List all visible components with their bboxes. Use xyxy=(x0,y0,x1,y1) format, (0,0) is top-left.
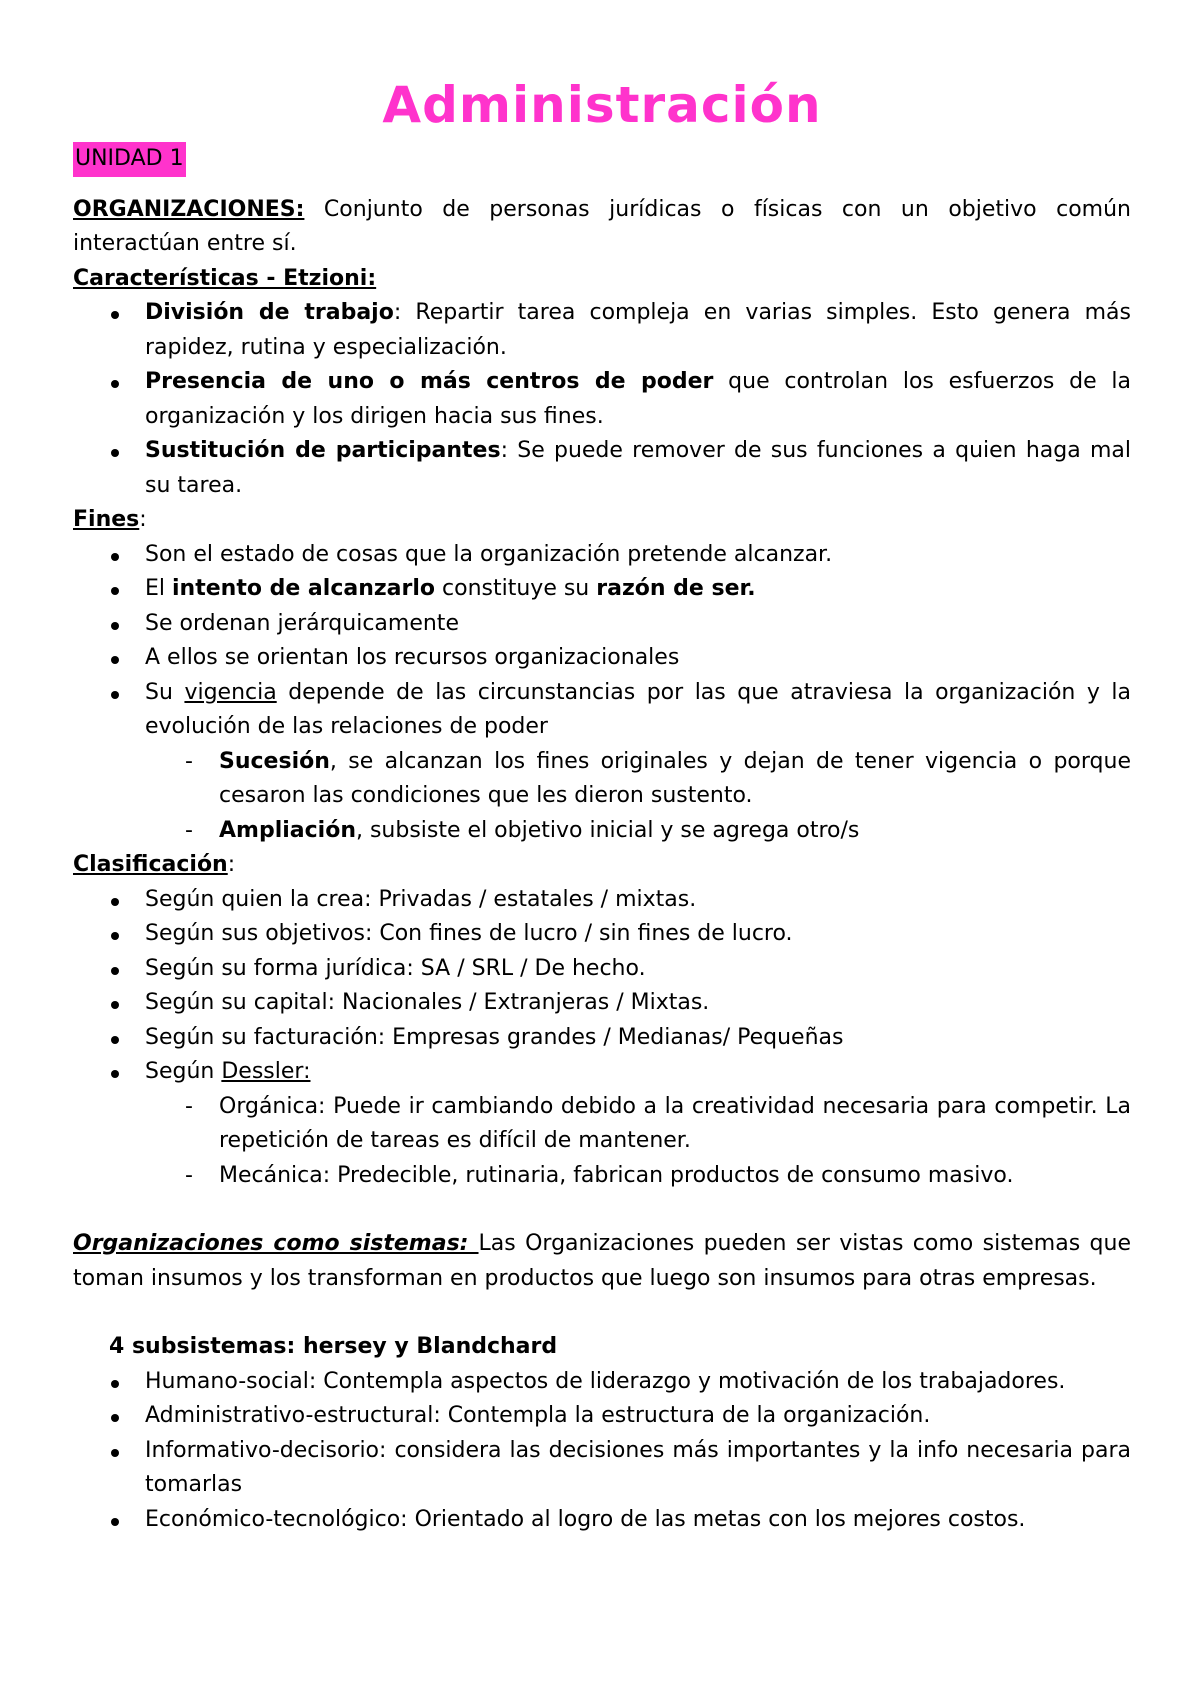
bullet-icon xyxy=(111,691,119,699)
list-item: Presencia de uno o más centros de poder que controlan los esfuerzos de la organización y los dirigen hacia sus fines. xyxy=(73,365,1131,434)
list-item: El intento de alcanzarlo constituye su razón de ser. xyxy=(73,572,1131,607)
sub-list-item: - Sucesión, se alcanzan los fines originales y dejan de tener vigencia o porque cesaron las condiciones que les dieron sustento. xyxy=(73,745,1131,814)
unit-label: UNIDAD 1 xyxy=(73,142,186,177)
list-item: Según quien la crea: Privadas / estatales / mixtas. xyxy=(73,883,1131,918)
bullet-icon xyxy=(111,1036,119,1044)
bullet-icon xyxy=(111,967,119,975)
bullet-icon xyxy=(111,656,119,664)
list-item: Humano-social: Contempla aspectos de liderazgo y motivación de los trabajadores. xyxy=(73,1365,1131,1400)
bullet-icon xyxy=(111,932,119,940)
caracteristicas-list xyxy=(73,296,1131,503)
clasificacion-list xyxy=(73,883,1131,1090)
list-item: Informativo-decisorio: considera las decisiones más importantes y la info necesaria para tomarlas xyxy=(73,1434,1131,1503)
bullet-icon xyxy=(111,1518,119,1526)
page-title: Administración xyxy=(382,76,822,134)
document-page xyxy=(73,70,1131,1537)
dash-icon: - xyxy=(185,1162,193,1188)
sistemas-definition: Las Organizaciones pueden ser vistas como sistemas que toman insumos y los transforman en productos que luego son insumos para otras empresas. xyxy=(73,1231,1131,1291)
bullet-icon xyxy=(111,1001,119,1009)
list-item: Según su forma jurídica: SA / SRL / De hecho. xyxy=(73,952,1131,987)
bullet-icon xyxy=(111,553,119,561)
list-item: Administrativo-estructural: Contempla la estructura de la organización. xyxy=(73,1399,1131,1434)
list-item: Económico-tecnológico: Orientado al logro de las metas con los mejores costos. xyxy=(73,1503,1131,1538)
bullet-icon xyxy=(111,1449,119,1457)
sub-list-item: - Orgánica: Puede ir cambiando debido a la creatividad necesaria para competir. La repetición de tareas es difícil de mantener. xyxy=(73,1090,1131,1159)
organizaciones-paragraph xyxy=(73,193,1131,262)
fines-list xyxy=(73,538,1131,745)
list-item: Su vigencia depende de las circunstancias por las que atraviesa la organización y la evolución de las relaciones de poder xyxy=(73,676,1131,745)
bullet-icon xyxy=(111,898,119,906)
bullet-icon xyxy=(111,1070,119,1078)
bullet-icon xyxy=(111,311,119,319)
fines-sublist xyxy=(73,745,1131,849)
list-item: División de trabajo: Repartir tarea compleja en varias simples. Esto genera más rapidez, rutina y especialización. xyxy=(73,296,1131,365)
sub-list-item: - Mecánica: Predecible, rutinaria, fabrican productos de consumo masivo. xyxy=(73,1159,1131,1194)
list-item: Según su capital: Nacionales / Extranjeras / Mixtas. xyxy=(73,986,1131,1021)
sistemas-term: Organizaciones como sistemas: xyxy=(73,1231,479,1256)
dash-icon: - xyxy=(185,1093,193,1119)
list-item: A ellos se orientan los recursos organizacionales xyxy=(73,641,1131,676)
organizaciones-definition: Conjunto de personas jurídicas o físicas con un objetivo común interactúan entre sí. xyxy=(73,196,1131,256)
list-item: Se ordenan jerárquicamente xyxy=(73,607,1131,642)
bullet-icon xyxy=(111,622,119,630)
bullet-icon xyxy=(111,1414,119,1422)
sistemas-paragraph xyxy=(73,1227,1131,1296)
list-item: Según sus objetivos: Con fines de lucro / sin fines de lucro. xyxy=(73,917,1131,952)
bullet-icon xyxy=(111,587,119,595)
bullet-icon xyxy=(111,449,119,457)
dash-icon: - xyxy=(185,748,193,774)
subsistemas-list xyxy=(73,1365,1131,1538)
list-item: Sustitución de participantes: Se puede remover de sus funciones a quien haga mal su tarea. xyxy=(73,434,1131,503)
subsistemas-heading: 4 subsistemas: hersey y Blandchard xyxy=(109,1334,558,1359)
bullet-icon xyxy=(111,380,119,388)
caracteristicas-heading: Características - Etzioni: xyxy=(73,265,377,291)
organizaciones-term: ORGANIZACIONES: xyxy=(73,196,305,222)
list-item: Son el estado de cosas que la organización pretende alcanzar. xyxy=(73,538,1131,573)
list-item: Según Dessler: xyxy=(73,1055,1131,1090)
list-item: Según su facturación: Empresas grandes / Medianas/ Pequeñas xyxy=(73,1021,1131,1056)
dash-icon: - xyxy=(185,817,193,843)
clasificacion-heading: Clasificación: xyxy=(73,852,236,877)
fines-heading: Fines: xyxy=(73,507,147,532)
clasificacion-sublist xyxy=(73,1090,1131,1194)
bullet-icon xyxy=(111,1380,119,1388)
sub-list-item: - Ampliación, subsiste el objetivo inicial y se agrega otro/s xyxy=(73,814,1131,849)
